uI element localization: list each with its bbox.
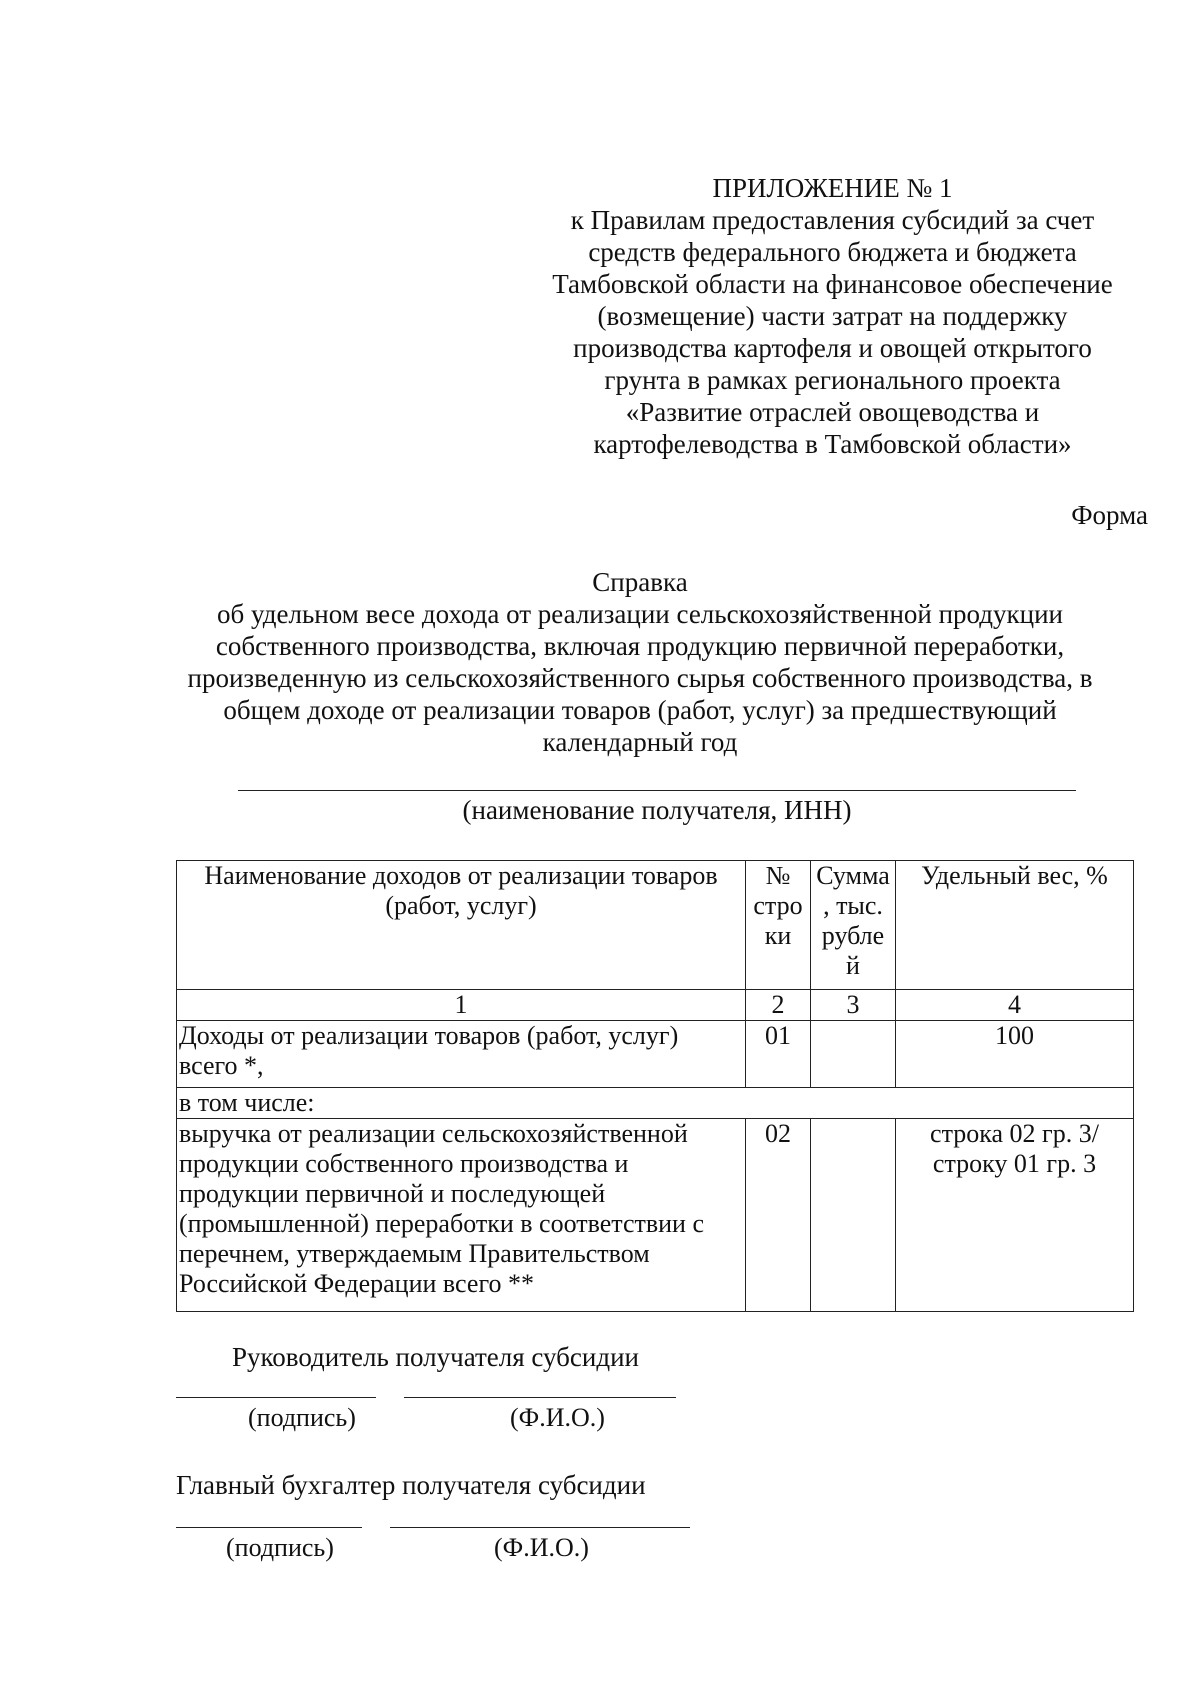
row-income-name: Доходы от реализации товаров (работ, услуг) всего *, — [177, 1021, 746, 1088]
row-including-label: в том числе: — [177, 1088, 1134, 1119]
income-table — [176, 860, 1134, 1312]
header-share: Удельный вес, % — [896, 861, 1134, 990]
recipient-name-line[interactable] — [238, 790, 1076, 791]
column-number: 2 — [746, 990, 811, 1021]
certificate-title: Справка — [592, 567, 688, 597]
annex-line: «Развитие отраслей овощеводства и — [625, 397, 1040, 427]
annex-line: картофелеводства в Тамбовской области» — [593, 429, 1072, 459]
certificate-line: общем доходе от реализации товаров (работ, услуг) за предшествующий — [223, 695, 1057, 725]
row-share: 100 — [896, 1021, 1134, 1088]
row-sum-cell[interactable] — [811, 1119, 896, 1312]
accountant-name-caption: (Ф.И.О.) — [494, 1533, 589, 1562]
head-name-caption: (Ф.И.О.) — [510, 1403, 605, 1432]
table-column-numbers-row — [177, 990, 1134, 1021]
annex-block — [520, 172, 1145, 460]
column-number: 3 — [811, 990, 896, 1021]
row-line-number: 01 — [746, 1021, 811, 1088]
annex-title: ПРИЛОЖЕНИЕ № 1 — [712, 173, 953, 203]
annex-line: Тамбовской области на финансовое обеспечение — [552, 269, 1113, 299]
header-line-number: № стро ки — [746, 861, 811, 990]
head-signature-caption: (подпись) — [248, 1403, 356, 1432]
head-signature-line[interactable] — [176, 1397, 376, 1398]
accountant-signature-caption: (подпись) — [226, 1533, 334, 1562]
header-sum: Сумма , тыс. рубле й — [811, 861, 896, 990]
head-signature-label: Руководитель получателя субсидии — [232, 1342, 639, 1372]
recipient-name-caption: (наименование получателя, ИНН) — [462, 795, 852, 825]
accountant-signature-line[interactable] — [176, 1527, 362, 1528]
form-label: Форма — [1071, 500, 1148, 530]
annex-line: к Правилам предоставления субсидий за счет — [570, 205, 1095, 235]
header-income-name: Наименование доходов от реализации товаров (работ, услуг) — [177, 861, 746, 990]
column-number: 4 — [896, 990, 1134, 1021]
certificate-line: произведенную из сельскохозяйственного сырья собственного производства, в — [187, 663, 1093, 693]
certificate-heading — [150, 566, 1130, 758]
certificate-line: об удельном весе дохода от реализации сельскохозяйственной продукции — [217, 599, 1063, 629]
row-sum-cell[interactable] — [811, 1021, 896, 1088]
certificate-line: календарный год — [542, 727, 738, 757]
annex-line: производства картофеля и овощей открытого — [573, 333, 1092, 363]
table-row — [177, 1119, 1134, 1312]
certificate-line: собственного производства, включая продукцию первичной переработки, — [215, 631, 1065, 661]
table-row — [177, 1021, 1134, 1088]
accountant-name-line[interactable] — [390, 1527, 690, 1528]
annex-line: средств федерального бюджета и бюджета — [588, 237, 1077, 267]
head-name-line[interactable] — [404, 1397, 676, 1398]
row-share: строка 02 гр. 3/ строку 01 гр. 3 — [896, 1119, 1134, 1312]
row-line-number: 02 — [746, 1119, 811, 1312]
table-row — [177, 1088, 1134, 1119]
column-number: 1 — [177, 990, 746, 1021]
accountant-signature-label: Главный бухгалтер получателя субсидии — [176, 1470, 646, 1500]
annex-line: грунта в рамках регионального проекта — [604, 365, 1061, 395]
annex-line: (возмещение) части затрат на поддержку — [597, 301, 1068, 331]
table-header-row — [177, 861, 1134, 990]
row-income-name: выручка от реализации сельскохозяйственной продукции собственного производства и продукции первичной и последующей (промышленной) переработки в соответствии с перечнем, утверждаемым Правительством Российской Федерации всего ** — [177, 1119, 746, 1312]
